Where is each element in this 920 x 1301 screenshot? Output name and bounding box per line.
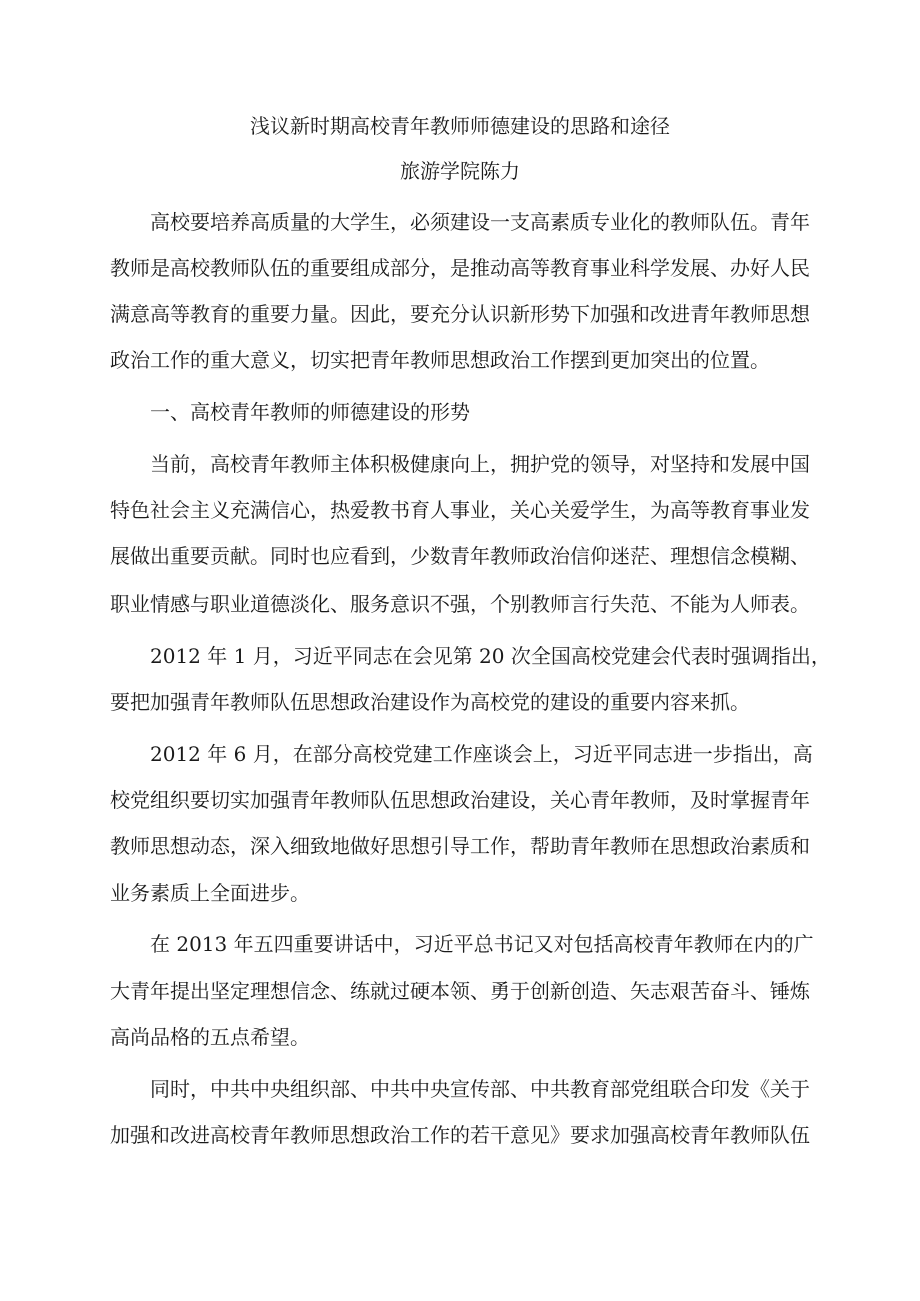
- document-author: 旅游学院陈力: [400, 159, 520, 183]
- document-title: 浅议新时期高校青年教师师德建设的思路和途径: [250, 114, 670, 138]
- paragraph-line: 加强和改进高校青年教师思想政治工作的若干意见》要求加强高校青年教师队伍: [110, 1123, 810, 1147]
- section-heading: 一、高校青年教师的师德建设的形势: [150, 400, 470, 424]
- paragraph-line: 在 2013 年五四重要讲话中，习近平总书记又对包括高校青年教师在内的广: [150, 932, 814, 956]
- paragraph-line: 职业情感与职业道德淡化、服务意识不强，个别教师言行失范、不能为人师表。: [110, 592, 810, 616]
- paragraph-line: 业务素质上全面进步。: [110, 881, 310, 905]
- paragraph-line: 展做出重要贡献。同时也应看到，少数青年教师政治信仰迷茫、理想信念模糊、: [110, 544, 810, 568]
- paragraph-line: 要把加强青年教师队伍思想政治建设作为高校党的建设的重要内容来抓。: [110, 690, 750, 714]
- paragraph-line: 特色社会主义充满信心，热爱教书育人事业，关心关爱学生，为高等教育事业发: [110, 498, 810, 522]
- paragraph-line: 高校要培养高质量的大学生，必须建设一支高素质专业化的教师队伍。青年: [150, 210, 810, 234]
- paragraph-line: 教师是高校教师队伍的重要组成部分，是推动高等教育事业科学发展、办好人民: [110, 256, 810, 280]
- paragraph-line: 政治工作的重大意义，切实把青年教师思想政治工作摆到更加突出的位置。: [110, 348, 770, 372]
- paragraph-line: 满意高等教育的重要力量。因此，要充分认识新形势下加强和改进青年教师思想: [110, 302, 810, 326]
- paragraph-line: 大青年提出坚定理想信念、练就过硬本领、勇于创新创造、矢志艰苦奋斗、锤炼: [110, 979, 810, 1003]
- paragraph-line: 校党组织要切实加强青年教师队伍思想政治建设，关心青年教师，及时掌握青年: [110, 788, 810, 812]
- paragraph-line: 当前，高校青年教师主体积极健康向上，拥护党的领导，对坚持和发展中国: [150, 452, 810, 476]
- paragraph-line: 2012 年 6 月，在部分高校党建工作座谈会上，习近平同志进一步指出，高: [150, 742, 813, 766]
- paragraph-line: 2012 年 1 月，习近平同志在会见第 20 次全国高校党建会代表时强调指出，: [150, 644, 831, 668]
- paragraph-line: 高尚品格的五点希望。: [110, 1025, 310, 1049]
- paragraph-line: 同时，中共中央组织部、中共中央宣传部、中共教育部党组联合印发《关于: [150, 1077, 810, 1101]
- paragraph-line: 教师思想动态，深入细致地做好思想引导工作，帮助青年教师在思想政治素质和: [110, 834, 810, 858]
